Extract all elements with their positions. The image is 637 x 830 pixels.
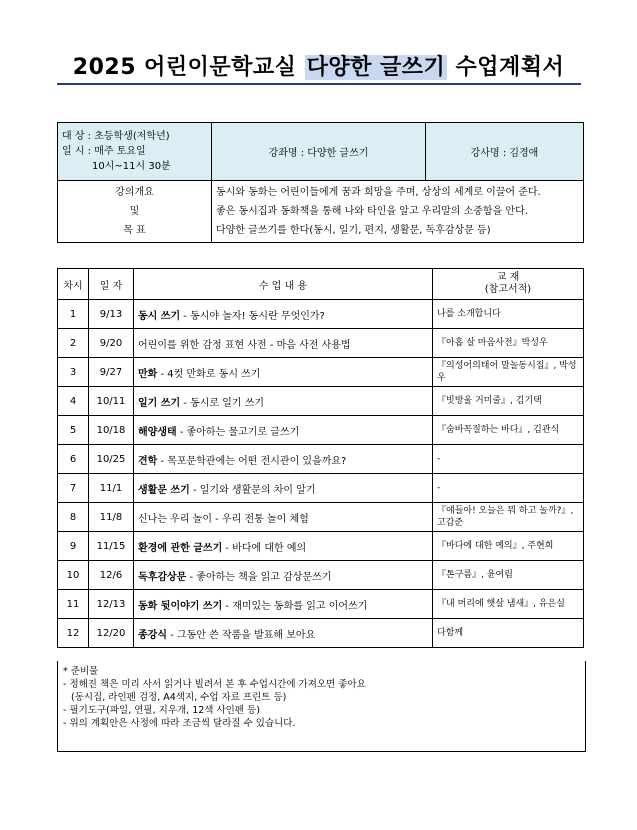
row-description: - 재미있는 동화를 읽고 이어쓰기 — [222, 600, 368, 612]
row-content — [134, 561, 433, 590]
row-topic: 생활문 쓰기 — [138, 484, 190, 496]
row-topic: 견학 — [138, 455, 158, 467]
header-date: 일 자 — [89, 269, 134, 300]
goals-cell — [212, 181, 584, 243]
row-content — [134, 619, 433, 648]
target-text: 대 상 : 초등학생(저학년) — [62, 131, 170, 142]
row-material: 『바다에 대한 예의』, 주현희 — [433, 532, 584, 561]
table-row — [58, 590, 584, 619]
goals-label-2: 및 — [129, 206, 140, 217]
document-title — [0, 50, 637, 81]
row-number: 12 — [58, 619, 89, 648]
row-date: 9/20 — [89, 329, 134, 358]
course-info-table — [57, 122, 584, 243]
row-number: 8 — [58, 503, 89, 532]
table-row — [58, 445, 584, 474]
row-date: 11/8 — [89, 503, 134, 532]
header-no: 차시 — [58, 269, 89, 300]
row-content — [134, 416, 433, 445]
table-row — [58, 358, 584, 387]
row-topic: 동화 뒷이야기 쓰기 — [138, 600, 223, 612]
schedule-text: 일 시 : 매주 토요일 — [62, 146, 146, 157]
table-row — [58, 503, 584, 532]
row-description: - 동시로 일기 쓰기 — [180, 397, 265, 409]
row-description: - 바다에 대한 예의 — [222, 542, 307, 554]
row-number: 1 — [58, 300, 89, 329]
row-description: - 좋아하는 책을 읽고 감상문쓰기 — [186, 571, 332, 583]
row-date: 10/18 — [89, 416, 134, 445]
row-content — [134, 329, 433, 358]
table-row — [58, 329, 584, 358]
title-prefix: 2025 어린이문학교실 — [72, 55, 305, 80]
goal-line: 다양한 글쓰기를 한다(동시, 일기, 편지, 생활문, 독후감상문 등) — [216, 225, 491, 236]
row-material: 『얘들아! 오늘은 뭐 하고 놀까?』, 고갑준 — [433, 503, 584, 532]
row-content — [134, 358, 433, 387]
row-number: 9 — [58, 532, 89, 561]
row-material: 『내 머리에 햇살 냄새』, 유은실 — [433, 590, 584, 619]
row-date: 12/6 — [89, 561, 134, 590]
row-topic: 일기 쓰기 — [138, 397, 181, 409]
row-content — [134, 474, 433, 503]
row-description: - 동시야 놀자! 동시란 무엇인가? — [180, 310, 325, 322]
row-content — [134, 387, 433, 416]
table-row — [58, 474, 584, 503]
row-number: 7 — [58, 474, 89, 503]
instructor-cell: 강사명 : 김경애 — [426, 123, 584, 181]
notes-box — [57, 661, 586, 752]
row-content — [134, 503, 433, 532]
row-material: 『빗방울 거미줄』, 김기택 — [433, 387, 584, 416]
row-description: - 일기와 생활문의 차이 알기 — [189, 484, 316, 496]
row-number: 4 — [58, 387, 89, 416]
row-date: 11/15 — [89, 532, 134, 561]
row-number: 10 — [58, 561, 89, 590]
goals-label-cell — [58, 181, 212, 243]
schedule-rows — [58, 300, 584, 648]
row-material: 『아홉 살 마음사전』박성우 — [433, 329, 584, 358]
note-line: - 정해진 책은 미리 사서 읽거나 빌려서 본 후 수업시간에 가져오면 좋아요 — [63, 679, 366, 690]
row-material: 『의성어의태어 말놀동시집』, 박성우 — [433, 358, 584, 387]
row-date: 11/1 — [89, 474, 134, 503]
row-topic: 종강식 — [138, 629, 167, 641]
header-material-1: 교 재 — [496, 272, 520, 283]
goals-label-3: 목 표 — [123, 225, 146, 236]
note-line: - 위의 계획안은 사정에 따라 조금씩 달라질 수 있습니다. — [63, 718, 296, 729]
header-content: 수 업 내 용 — [134, 269, 433, 300]
time-text: 10시~11시 30분 — [92, 161, 171, 172]
note-line: - 필기도구(파일, 연필, 지우개, 12색 사인펜 등) — [63, 705, 260, 716]
row-material: 『톤구름』, 윤여림 — [433, 561, 584, 590]
row-content — [134, 590, 433, 619]
table-row — [58, 300, 584, 329]
row-description: - 좋아하는 물고기로 글쓰기 — [176, 426, 300, 438]
row-content — [134, 445, 433, 474]
header-material-2: (참고서적) — [484, 284, 532, 295]
row-content — [134, 532, 433, 561]
goal-line: 좋은 동시집과 동화책을 통해 나와 타인을 알고 우리말의 소중함을 안다. — [216, 206, 528, 217]
row-date: 12/20 — [89, 619, 134, 648]
goals-label-1: 강의개요 — [115, 187, 154, 198]
row-date: 10/25 — [89, 445, 134, 474]
row-date: 10/11 — [89, 387, 134, 416]
table-row — [58, 387, 584, 416]
note-line: * 준비물 — [63, 666, 99, 677]
table-row — [58, 561, 584, 590]
header-material — [433, 269, 584, 300]
row-topic: 독후감상문 — [138, 571, 187, 583]
row-topic: 해양생태 — [138, 426, 177, 438]
table-row — [58, 532, 584, 561]
row-topic: 환경에 관한 글쓰기 — [138, 542, 223, 554]
row-material: - — [433, 474, 584, 503]
row-material: 다함께 — [433, 619, 584, 648]
row-date: 12/13 — [89, 590, 134, 619]
row-content — [134, 300, 433, 329]
row-date: 9/27 — [89, 358, 134, 387]
row-description: 신나는 우리 놀이 - 우리 전통 놀이 체험 — [138, 513, 309, 525]
note-line: (동시집, 라인펜 검정, A4색지, 수업 자료 프린트 등) — [71, 692, 287, 703]
table-row — [58, 416, 584, 445]
row-number: 11 — [58, 590, 89, 619]
table-row — [58, 619, 584, 648]
row-number: 5 — [58, 416, 89, 445]
row-description: 어린이를 위한 감정 표현 사전 - 마음 사전 사용법 — [138, 339, 351, 351]
row-description: - 목포문학관에는 어떤 전시관이 있을까요? — [157, 455, 347, 467]
row-description: - 4컷 만화로 동시 쓰기 — [157, 368, 261, 380]
title-suffix: 수업계획서 — [447, 55, 565, 80]
goal-line: 동시와 동화는 어린이들에게 꿈과 희망을 주며, 상상의 세계로 이끌어 준다. — [216, 187, 541, 198]
row-number: 6 — [58, 445, 89, 474]
row-description: - 그동안 쓴 작품을 발표해 보아요 — [166, 629, 316, 641]
row-material: 『숨바꼭질하는 바다』, 김관식 — [433, 416, 584, 445]
row-topic: 동시 쓰기 — [138, 310, 181, 322]
target-schedule-cell — [58, 123, 212, 181]
schedule-table — [57, 268, 584, 648]
row-number: 3 — [58, 358, 89, 387]
title-underline — [57, 83, 581, 85]
row-number: 2 — [58, 329, 89, 358]
row-topic: 만화 — [138, 368, 158, 380]
row-material: - — [433, 445, 584, 474]
title-highlight: 다양한 글쓰기 — [306, 55, 446, 80]
row-material: 나를 소개합니다 — [433, 300, 584, 329]
course-name-cell: 강좌명 : 다양한 글쓰기 — [212, 123, 426, 181]
row-date: 9/13 — [89, 300, 134, 329]
